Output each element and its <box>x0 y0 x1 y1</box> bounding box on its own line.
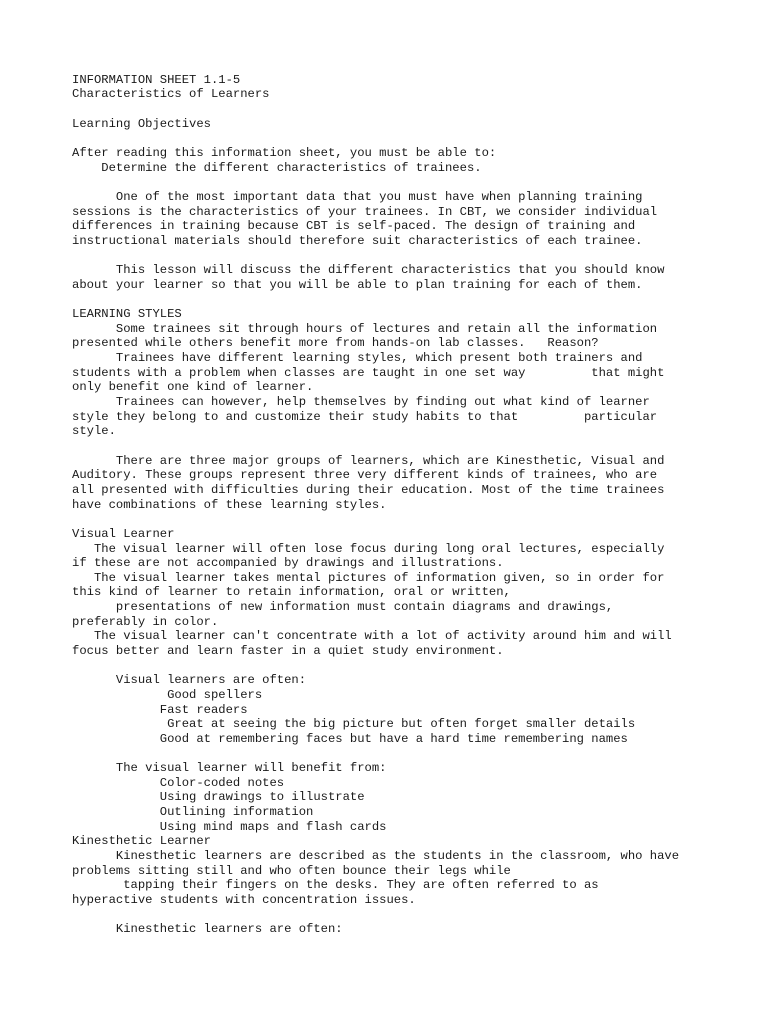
list-item: Outlining information <box>72 805 314 819</box>
paragraph-line: The visual learner takes mental pictures of information given, so in order for <box>72 571 665 585</box>
list-item: Using mind maps and flash cards <box>72 820 387 834</box>
paragraph-line: Trainees have different learning styles, which present both trainers and <box>72 351 643 365</box>
kinesthetic-learner-heading: Kinesthetic Learner <box>72 834 211 848</box>
list-item: Great at seeing the big picture but often forget smaller details <box>72 717 636 731</box>
paragraph-line: problems sitting still and who often bounce their legs while <box>72 864 511 878</box>
paragraph-line: this kind of learner to retain information, oral or written, <box>72 585 511 599</box>
paragraph-line: students with a problem when classes are taught in one set way that might <box>72 366 665 380</box>
list-item: Using drawings to illustrate <box>72 790 365 804</box>
objectives-heading: Learning Objectives <box>72 117 211 131</box>
paragraph-line: style. <box>72 424 116 438</box>
list-intro: Kinesthetic learners are often: <box>72 922 343 936</box>
list-item: Fast readers <box>72 703 248 717</box>
paragraph-line: style they belong to and customize their study habits to that particular <box>72 410 658 424</box>
paragraph-line: Auditory. These groups represent three very different kinds of trainees, who are <box>72 468 658 482</box>
paragraph-line: presentations of new information must contain diagrams and drawings, <box>72 600 614 614</box>
paragraph-line: Kinesthetic learners are described as the students in the classroom, who have <box>72 849 680 863</box>
sheet-title: INFORMATION SHEET 1.1-5 <box>72 73 241 87</box>
paragraph-line: hyperactive students with concentration issues. <box>72 893 416 907</box>
paragraph-line: if these are not accompanied by drawings and illustrations. <box>72 556 504 570</box>
paragraph-line: preferably in color. <box>72 615 219 629</box>
learning-styles-heading: LEARNING STYLES <box>72 307 182 321</box>
paragraph-line: The visual learner can't concentrate with a lot of activity around him and will <box>72 629 672 643</box>
visual-learner-heading: Visual Learner <box>72 527 175 541</box>
paragraph-line: about your learner so that you will be able to plan training for each of them. <box>72 278 643 292</box>
paragraph-line: all presented with difficulties during their education. Most of the time trainees <box>72 483 665 497</box>
paragraph-line: There are three major groups of learners, which are Kinesthetic, Visual and <box>72 454 665 468</box>
paragraph-line: have combinations of these learning styles. <box>72 498 387 512</box>
list-intro: The visual learner will benefit from: <box>72 761 387 775</box>
page-subtitle: Characteristics of Learners <box>72 87 270 101</box>
paragraph-line: Trainees can however, help themselves by finding out what kind of learner <box>72 395 650 409</box>
objective-item: Determine the different characteristics of trainees. <box>72 161 482 175</box>
paragraph-line: only benefit one kind of learner. <box>72 380 314 394</box>
objectives-intro: After reading this information sheet, you must be able to: <box>72 146 497 160</box>
list-item: Good at remembering faces but have a hard time remembering names <box>72 732 628 746</box>
paragraph-line: The visual learner will often lose focus during long oral lectures, especially <box>72 542 665 556</box>
paragraph-line: focus better and learn faster in a quiet study environment. <box>72 644 504 658</box>
list-item: Good spellers <box>72 688 263 702</box>
paragraph-line: tapping their fingers on the desks. They are often referred to as <box>72 878 599 892</box>
paragraph-line: differences in training because CBT is self-paced. The design of training and <box>72 219 636 233</box>
paragraph-line: presented while others benefit more from hands-on lab classes. Reason? <box>72 336 599 350</box>
paragraph-line: sessions is the characteristics of your trainees. In CBT, we consider individual <box>72 205 658 219</box>
list-item: Color-coded notes <box>72 776 285 790</box>
list-intro: Visual learners are often: <box>72 673 307 687</box>
paragraph-line: This lesson will discuss the different characteristics that you should know <box>72 263 665 277</box>
paragraph-line: Some trainees sit through hours of lectures and retain all the information <box>72 322 658 336</box>
paragraph-line: instructional materials should therefore suit characteristics of each trainee. <box>72 234 643 248</box>
paragraph-line: One of the most important data that you must have when planning training <box>72 190 643 204</box>
